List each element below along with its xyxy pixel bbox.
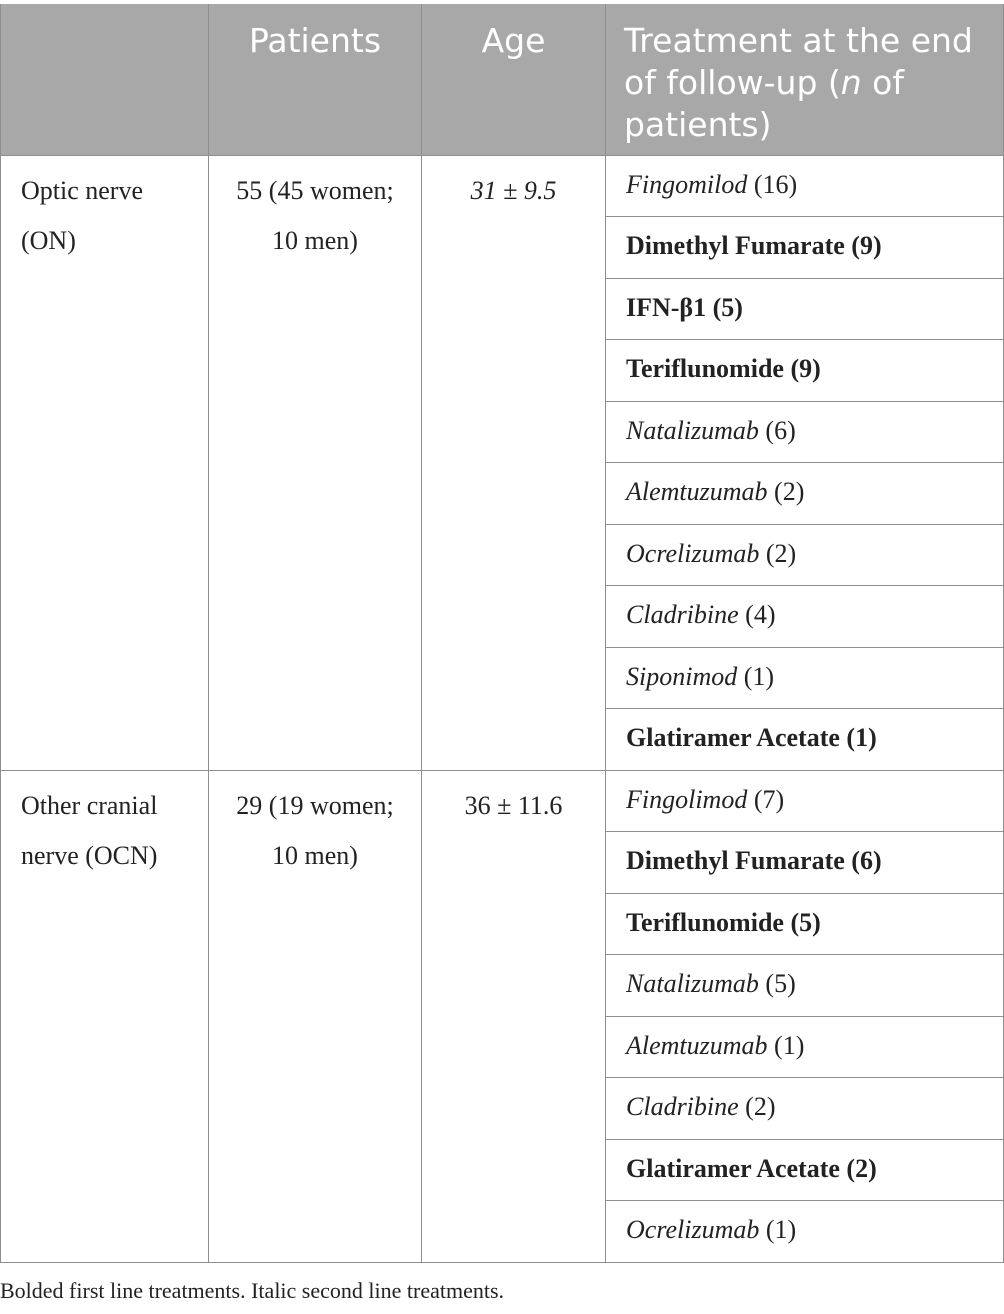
age-cell: 36 ± 11.6 xyxy=(422,770,606,1262)
group-label-cell: Optic nerve (ON) xyxy=(1,155,209,770)
treatment-count: (5) xyxy=(790,907,821,937)
header-age: Age xyxy=(422,4,606,155)
treatment-cell xyxy=(606,709,1004,771)
treatment-cell xyxy=(606,340,1004,402)
treatment-cell xyxy=(606,832,1004,894)
treatment-count: (1) xyxy=(846,723,877,752)
header-treatment xyxy=(606,4,1004,155)
treatment-count: (16) xyxy=(753,169,798,199)
treatment-count: (9) xyxy=(790,354,821,383)
treatment-cell xyxy=(606,586,1004,648)
treatment-count: (6) xyxy=(851,846,882,875)
age-cell: 31 ± 9.5 xyxy=(422,155,606,770)
treatment-name: Cladribine xyxy=(626,1092,739,1121)
patients-cell: 55 (45 women; 10 men) xyxy=(209,155,422,770)
treatment-name: IFN-β1 xyxy=(626,292,707,322)
treatment-name: Fingolimod xyxy=(626,784,748,814)
treatment-count: (5) xyxy=(712,292,743,322)
treatment-count: (7) xyxy=(753,784,785,814)
treatment-cell xyxy=(606,401,1004,463)
treatment-name: Teriflunomide xyxy=(626,907,784,937)
treatment-cell xyxy=(606,770,1004,832)
header-patients: Patients xyxy=(209,4,422,155)
treatment-count: (2) xyxy=(846,1153,877,1183)
treatment-cell xyxy=(606,463,1004,525)
table-body xyxy=(1,155,1004,1262)
treatment-cell xyxy=(606,217,1004,279)
treatment-count: (2) xyxy=(765,538,797,568)
treatment-cell xyxy=(606,278,1004,340)
treatment-count: (1) xyxy=(743,661,775,691)
treatment-name: Fingomilod xyxy=(626,169,748,199)
treatment-cell xyxy=(606,155,1004,217)
treatment-cell xyxy=(606,1139,1004,1201)
group-label-cell: Other cranial nerve (OCN) xyxy=(1,770,209,1262)
table-row xyxy=(1,155,1004,217)
header-group xyxy=(1,4,209,155)
treatment-name: Alemtuzumab xyxy=(626,477,768,506)
treatment-cell xyxy=(606,647,1004,709)
treatment-name: Natalizumab xyxy=(626,415,759,445)
treatment-name: Alemtuzumab xyxy=(626,1030,768,1060)
header-treatment-n: n xyxy=(840,63,862,102)
treatment-name: Siponimod xyxy=(626,661,738,691)
treatment-name: Dimethyl Fumarate xyxy=(626,846,845,875)
treatment-name: Dimethyl Fumarate xyxy=(626,231,845,260)
treatment-count: (6) xyxy=(765,415,796,445)
table-row xyxy=(1,770,1004,832)
treatment-name: Natalizumab xyxy=(626,969,759,998)
table-footnote: Bolded first line treatments. Italic second line treatments. xyxy=(0,1278,505,1303)
treatment-name: Glatiramer Acetate xyxy=(626,723,840,752)
header-row xyxy=(1,4,1004,155)
treatment-count: (4) xyxy=(745,600,776,629)
treatment-count: (2) xyxy=(745,1092,776,1121)
treatment-name: Glatiramer Acetate xyxy=(626,1153,840,1183)
treatment-count: (2) xyxy=(774,477,805,506)
treatment-count: (5) xyxy=(765,969,796,998)
treatment-name: Ocrelizumab xyxy=(626,538,760,568)
table-header xyxy=(1,4,1004,155)
treatment-cell xyxy=(606,1078,1004,1140)
treatment-cell xyxy=(606,524,1004,586)
treatment-name: Cladribine xyxy=(626,600,739,629)
treatment-cell xyxy=(606,1201,1004,1263)
treatment-cell xyxy=(606,893,1004,955)
treatment-cell xyxy=(606,955,1004,1017)
treatment-cell xyxy=(606,1016,1004,1078)
header-treatment-text-start: Treatment at the end of follow-up ( xyxy=(624,21,973,102)
header-treatment-text-end: of patients) xyxy=(624,63,904,144)
patients-cell: 29 (19 women; 10 men) xyxy=(209,770,422,1262)
treatment-table xyxy=(0,4,1004,1263)
treatment-count: (1) xyxy=(774,1030,805,1060)
treatment-count: (1) xyxy=(765,1215,797,1244)
treatment-name: Teriflunomide xyxy=(626,354,784,383)
treatment-count: (9) xyxy=(851,231,882,260)
treatment-name: Ocrelizumab xyxy=(626,1215,760,1244)
